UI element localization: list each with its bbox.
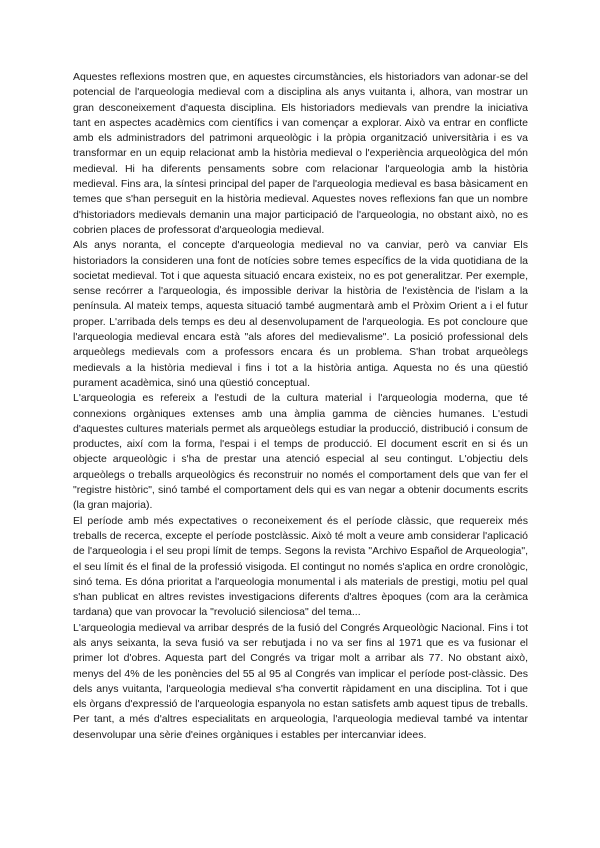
paragraph-5: L'arqueologia medieval va arribar després de la fusió del Congrés Arqueològic Nacional. Fins i tot als anys seixanta, la seva fusió va ser rebutjada i no va ser fins al 1971 que es va fusionar el primer lot d'obres. Aquesta part del Congrés va trigar molt a arribar als 77. No obstant això, menys del 4% de les ponències del 55 al 95 al Congrés van implicar el període post-clàssic. Des dels anys vuitanta, l'arqueologia medieval s'ha convertit ràpidament en una disciplina. Tot i que els òrgans d'expressió de l'arqueologia espanyola no estan satisfets amb aquest tipus de treballs. Per tant, a més d'altres especialitats en arqueologia, l'arqueologia medieval també va intentar desenvolupar una sèrie d'eines orgàniques i estables per intercanviar idees. — [73, 621, 528, 741]
paragraph-1: Aquestes reflexions mostren que, en aquestes circumstàncies, els historiadors van adonar-se del potencial de l'arqueologia medieval com a disciplina als anys vuitanta i, alhora, van mostrar un gran desconeixement d'aquesta disciplina. Els historiadors medievals van prendre la iniciativa tant en aspectes acadèmics com científics i van començar a explorar. Això va entrar en conflicte amb els administradors del patrimoni arqueològic i la pròpia organització universitària i es va transformar en un equip relacionat amb la història medieval o l'experiència arqueològica del món medieval. Hi ha diferents pensaments sobre com relacionar l'arqueologia amb la història medieval. Fins ara, la síntesi principal del paper de l'arqueologia medieval es basa bàsicament en temes que s'han perseguit en la història medieval. Aquestes noves reflexions fan que un nombre d'historiadors medievals demanin una major participació de l'arqueologia, no obstant això, no es cobrien places de professorat d'arqueologia medieval. — [73, 71, 528, 236]
paragraph-3: L'arqueologia es refereix a l'estudi de la cultura material i l'arqueologia moderna, que té connexions orgàniques extenses amb una àmplia gamma de ciències humanes. L'estudi d'aquestes cultures materials permet als arqueòlegs estudiar la producció, distribució i consum de productes, així com la forma, l'espai i el temps de producció. El document escrit en si és un objecte arqueològic i s'ha de prestar una atenció especial al seu contingut. L'objectiu dels arqueòlegs o treballs arqueològics és reconstruir no només el comportament dels que van fer el "registre històric", sinó també el comportament dels qui es van negar a obtenir documents escrits (la gran majoria). — [73, 392, 528, 512]
document-body — [73, 70, 528, 743]
paragraph-2: Als anys noranta, el concepte d'arqueologia medieval no va canviar, però va canviar Els historiadors la consideren una font de notícies sobre temes específics de la vida quotidiana de la societat medieval. Tot i que aquesta situació encara existeix, no es pot generalitzar. Per exemple, sense recórrer a l'arqueologia, és impossible derivar la història de l'existència de l'islam a la península. Al mateix temps, aquesta situació també augmentarà amb el Pròxim Orient a i el futur proper. L'arribada dels temps es deu al desenvolupament de l'arqueologia. Es pot concloure que l'arqueologia medieval encara està "als afores del medievalisme". La posició professional dels arqueòlegs medievals com a professors encara és un problema. S'han trobat arqueòlegs medievals a la història medieval i fins i tot a la història antiga. Aquesta no és una qüestió purament acadèmica, sinó una qüestió conceptual. — [73, 239, 528, 389]
paragraph-4: El període amb més expectatives o reconeixement és el període clàssic, que requereix més treballs de recerca, excepte el període postclàssic. Això té molt a veure amb considerar l'aplicació de l'arqueologia i el seu propi límit de temps. Segons la revista "Archivo Español de Arqueologia", el seu límit és el final de la professió visigoda. El contingut no només s'aplica en ordre cronològic, sinó tema. Es dóna prioritat a l'arqueologia monumental i als materials de prestigi, motiu pel qual s'han publicat en altres revistes investigacions diferents d'altres èpoques (com ara la ceràmica tardana) que van provocar la "revolució silenciosa" del tema... — [73, 514, 528, 619]
